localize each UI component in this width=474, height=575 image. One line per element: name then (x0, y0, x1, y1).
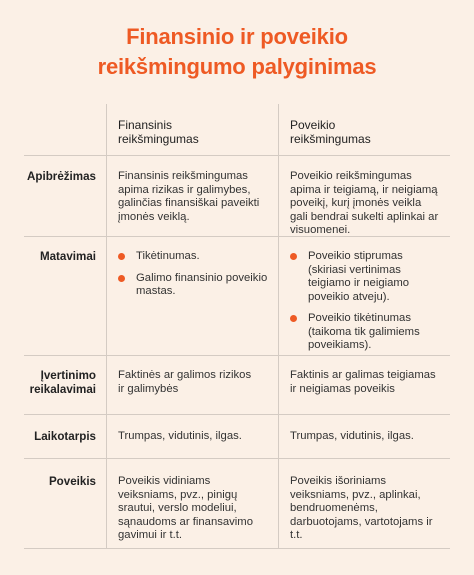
cell-effect-financial: Poveikis vidiniams veiksniams, pvz., pinigų srautui, verslo modeliui, sąnaudoms ar finansavimo gavimui ir t.t. (118, 475, 254, 541)
column-header-financial: Finansinis reikšmingumas (118, 118, 199, 146)
row-divider (24, 414, 450, 415)
bullet-icon (290, 253, 297, 260)
row-divider (24, 155, 450, 156)
list-item: Poveikio tikėtinumas (taikoma tik galimiems poveikiams). (290, 312, 442, 353)
page-title-line-2: reikšmingumo palyginimas (97, 54, 377, 79)
list-item: Poveikio stiprumas (skiriasi vertinimas teigiamo ir neigiamo poveikio atveju). (290, 250, 442, 304)
cell-measurement-impact (290, 250, 442, 361)
cell-measurement-financial (118, 250, 268, 307)
cell-assessment-financial: Faktinės ar galimos rizikos ir galimybės (118, 369, 252, 395)
cell-assessment-impact: Faktinis ar galimas teigiamas ir neigiamas poveikis (290, 369, 436, 395)
page-title-line-1: Finansinio ir poveikio (126, 24, 348, 49)
cell-definition-impact: Poveikio reikšmingumas apima ir teigiamą, ir neigiamą poveikį, kurį įmonės veikla gali bendrai sukelti aplinkai ar visuomenei. (290, 170, 439, 236)
row-label-period: Laikotarpis (34, 430, 96, 443)
cell-definition-financial: Finansinis reikšmingumas apima rizikas ir galimybes, galinčias finansiškai paveikti įmonės veiklą. (118, 170, 260, 223)
bullet-icon (118, 275, 125, 282)
column-divider-left (106, 104, 107, 548)
row-label-assessment: Įvertinimo reikalavimai (29, 369, 96, 396)
cell-effect-impact: Poveikis išoriniams veiksniams, pvz., aplinkai, bendruomenėms, darbuotojams, vartotojams ir t.t. (290, 475, 433, 541)
column-header-impact: Poveikio reikšmingumas (290, 118, 371, 146)
list-item: Galimo finansinio poveikio mastas. (118, 272, 268, 299)
cell-period-impact: Trumpas, vidutinis, ilgas. (290, 430, 414, 442)
bullet-icon (290, 315, 297, 322)
cell-period-financial: Trumpas, vidutinis, ilgas. (118, 430, 242, 442)
bullet-icon (118, 253, 125, 260)
row-label-measurement: Matavimai (39, 250, 96, 263)
row-divider (24, 548, 450, 549)
row-label-definition: Apibrėžimas (27, 170, 96, 183)
row-label-effect: Poveikis (48, 475, 96, 488)
list-item: Tikėtinumas. (118, 250, 268, 264)
column-divider-middle (278, 104, 279, 548)
row-divider (24, 458, 450, 459)
